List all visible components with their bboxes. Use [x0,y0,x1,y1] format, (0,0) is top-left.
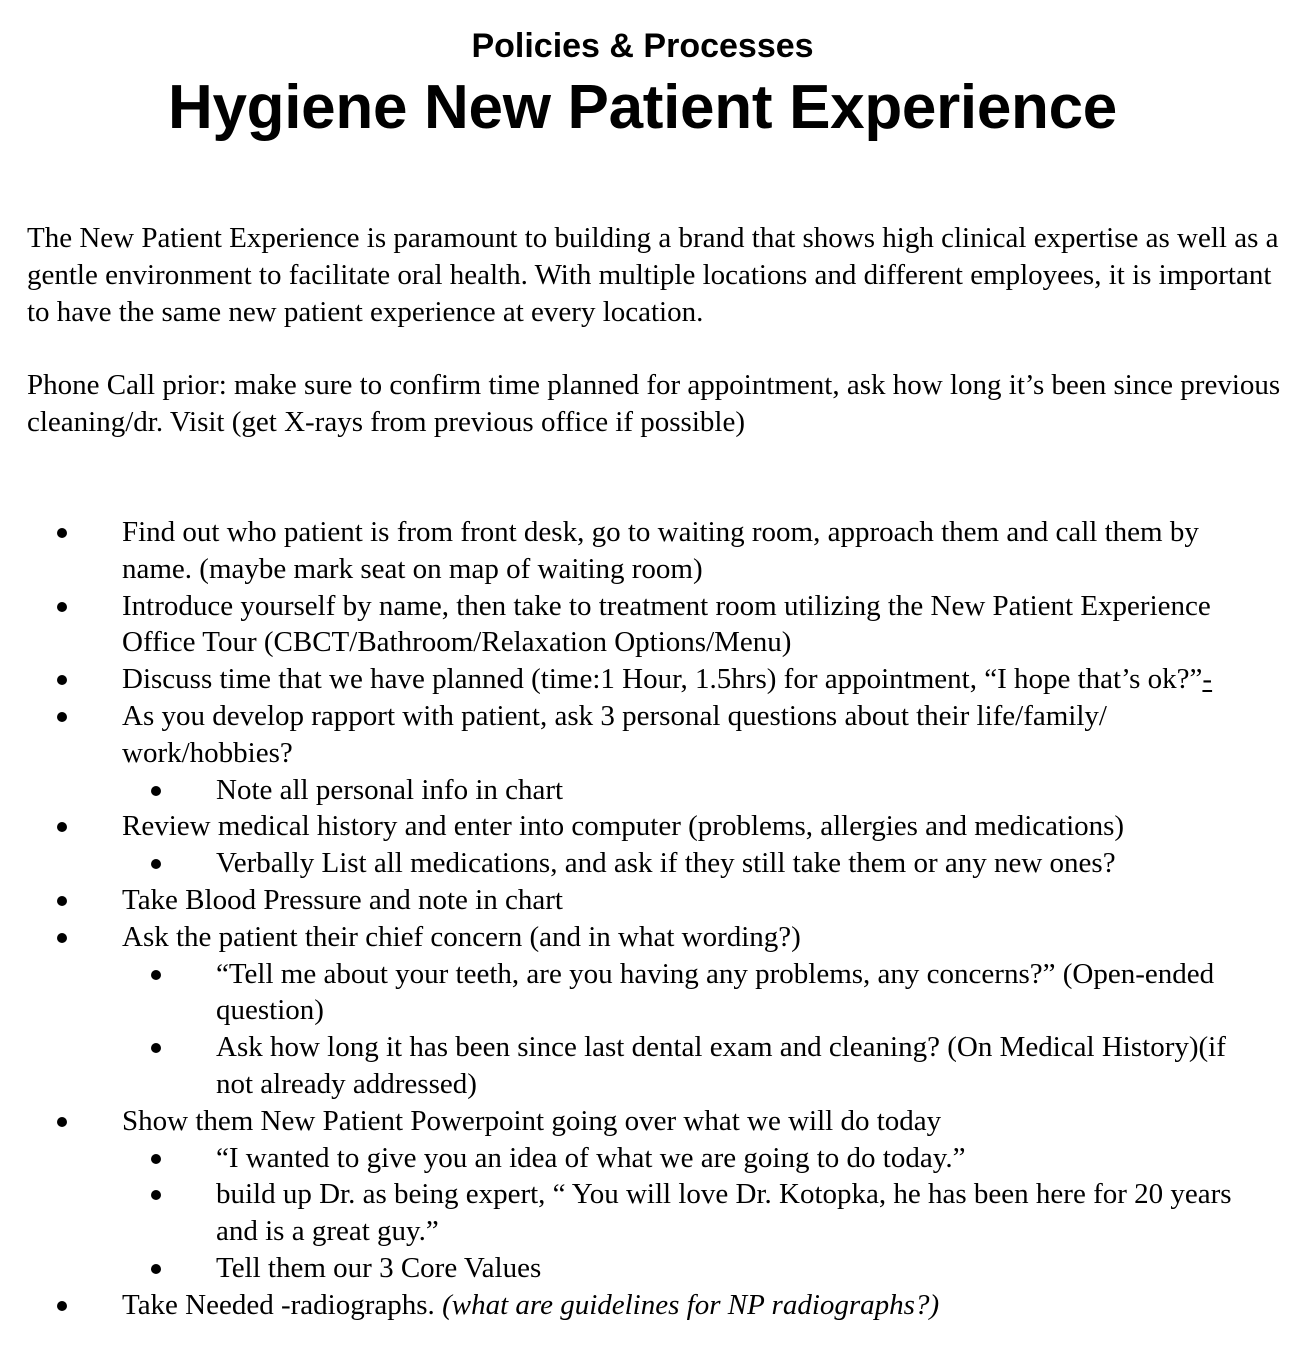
list-item [0,1287,1309,1324]
bullet-icon [54,588,70,625]
tracked-change-mark: - [1202,663,1213,696]
list-item [0,1103,1309,1140]
bullet-icon [148,1176,164,1213]
bullet-icon [54,514,70,551]
sub-list-item [0,772,1309,809]
list-item-text: Introduce yourself by name, then take to treatment room utilizing the New Patient Experience Office Tour (CBCT/Bathroom/Relaxation Options/Menu) [122,589,1211,659]
list-item [0,882,1309,919]
bullet-icon [54,808,70,845]
bullet-icon [148,956,164,993]
bullet-icon [148,772,164,809]
bullet-icon [54,882,70,919]
sub-list-item [0,845,1309,882]
steps-list [0,514,1309,1324]
intro-paragraph: The New Patient Experience is paramount to building a brand that shows high clinical expertise as well as a gentle environment to facilitate oral health. With multiple locations and different employees, it is important to have the same new patient experience at every location. [27,222,1279,328]
list-item-text: Review medical history and enter into computer (problems, allergies and medications) [122,810,1125,843]
sub-list-item [0,1029,1309,1103]
list-item-text: Take Needed -radiographs. [122,1288,435,1321]
italic-note: (what are guidelines for NP radiographs?) [442,1288,940,1321]
document-subtitle: Policies & Processes [471,27,814,65]
list-item [0,661,1309,698]
bullet-icon [148,1140,164,1177]
document-title: Hygiene New Patient Experience [168,73,1117,142]
sub-list-item [0,1140,1309,1177]
list-item [0,919,1309,956]
bullet-icon [148,1029,164,1066]
list-item-text: Show them New Patient Powerpoint going over what we will do today [122,1104,942,1137]
sub-list-item-text: build up Dr. as being expert, “ You will love Dr. Kotopka, he has been here for 20 years and is a great guy.” [216,1178,1232,1248]
sub-list-item-text: Verbally List all medications, and ask if they still take them or any new ones? [216,847,1116,880]
sub-list-item [0,1250,1309,1287]
list-item [0,514,1309,588]
bullet-icon [54,919,70,956]
list-item-text: Find out who patient is from front desk, go to waiting room, approach them and call them by name. (maybe mark seat on map of waiting room) [122,516,1199,585]
sub-list-item-text: Note all personal info in chart [216,773,564,806]
sub-list-item [0,956,1309,1030]
list-item [0,808,1309,845]
sub-list-item-text: “I wanted to give you an idea of what we are going to do today.” [216,1141,966,1174]
bullet-icon [54,1287,70,1324]
bullet-icon [54,1103,70,1140]
sub-list-item-text: Tell them our 3 Core Values [216,1251,542,1284]
list-item-text: Discuss time that we have planned (time:1 Hour, 1.5hrs) for appointment, “I hope that’s ok?” [122,663,1203,696]
sub-list-item [0,1176,1309,1250]
phone-call-paragraph: Phone Call prior: make sure to confirm time planned for appointment, ask how long it’s been since previous cleaning/dr. Visit (get X-rays from previous office if possible) [27,369,1281,438]
list-item [0,698,1309,772]
sub-list-item-text: Ask how long it has been since last dental exam and cleaning? (On Medical History)(if not already addressed) [216,1031,1226,1100]
sub-list-item-text: “Tell me about your teeth, are you having any problems, any concerns?” (Open-ended question) [216,957,1215,1027]
bullet-icon [148,1250,164,1287]
bullet-icon [54,698,70,735]
list-item-text: Ask the patient their chief concern (and in what wording?) [122,920,801,953]
list-item-text: Take Blood Pressure and note in chart [122,883,563,916]
bullet-icon [148,845,164,882]
list-item-text: As you develop rapport with patient, ask 3 personal questions about their life/family/ work/hobbies? [122,699,1107,769]
list-item [0,588,1309,662]
bullet-icon [54,661,70,698]
